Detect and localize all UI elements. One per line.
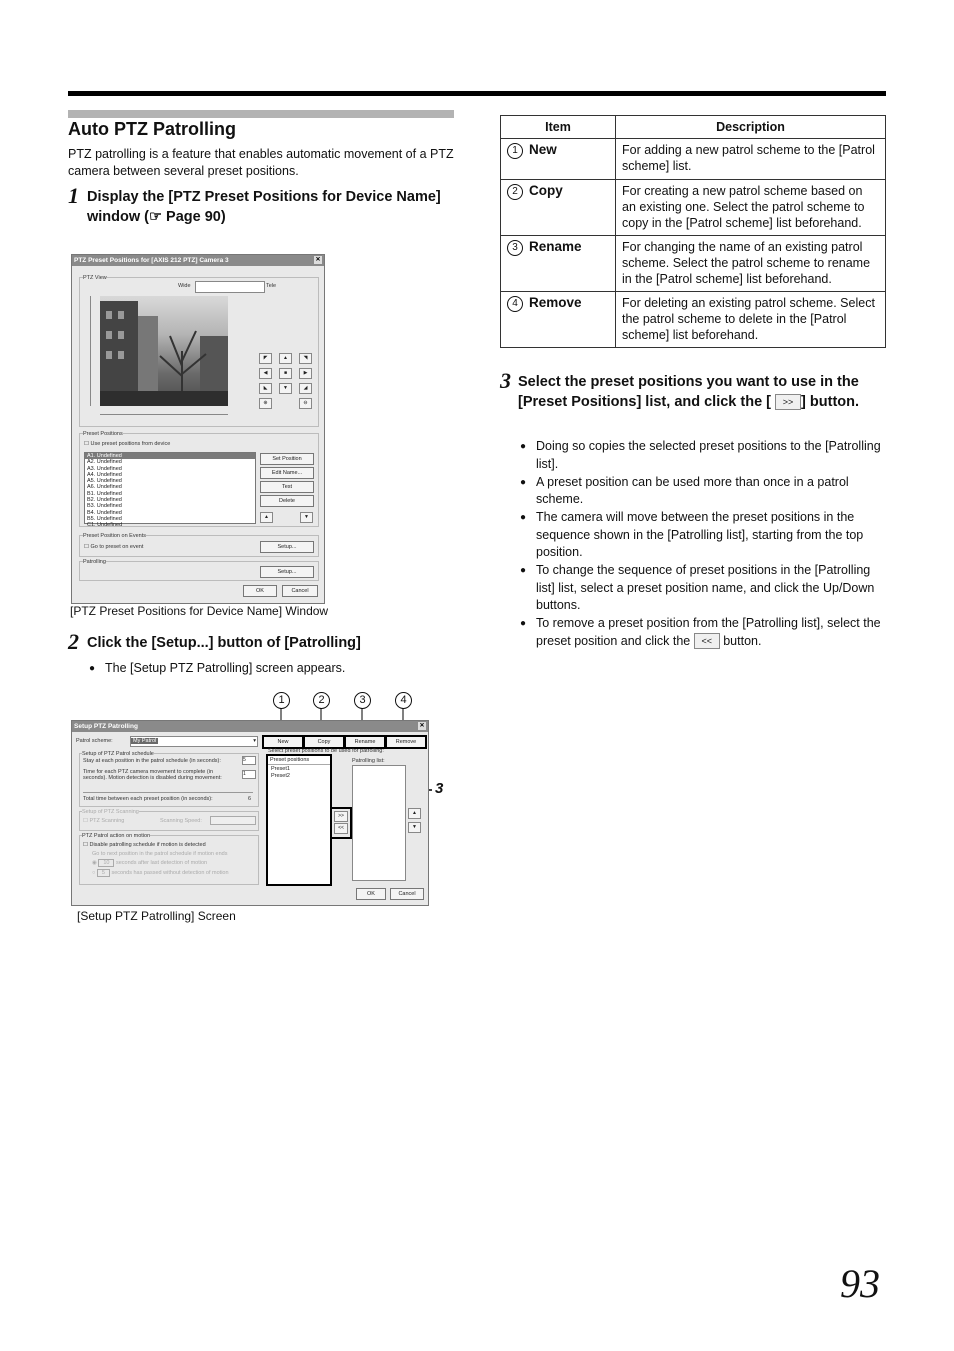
list-item[interactable]: A5. Undefined	[87, 478, 122, 485]
motion-group-label: PTZ Patrol action on motion	[82, 833, 151, 839]
scanning-group-label: Setup of PTZ Scanning	[82, 809, 139, 815]
preset-positions-list[interactable]	[266, 754, 332, 886]
arrow-down-icon[interactable]: ▼	[279, 383, 292, 394]
step-number: 2	[68, 629, 79, 654]
set-position-button[interactable]: Set Position	[260, 453, 314, 465]
ok-button[interactable]: OK	[243, 585, 277, 597]
goto-event-checkbox[interactable]: ☐ Go to preset on event	[84, 544, 144, 550]
window-title: Setup PTZ Patrolling	[74, 723, 138, 730]
list-item[interactable]: B1. Undefined	[87, 490, 122, 497]
transfer-buttons	[330, 807, 352, 839]
move-down-icon[interactable]: ▼	[300, 512, 313, 523]
add-inline-button: >>	[775, 394, 801, 410]
schedule-group	[79, 753, 259, 807]
step-number: 1	[68, 183, 79, 208]
arrow-up-icon[interactable]: ▲	[279, 353, 292, 364]
marker-2: 2	[313, 692, 330, 709]
item-number: 3	[507, 240, 523, 256]
window-title: PTZ Preset Positions for [AXIS 212 PTZ] Camera 3	[74, 257, 229, 264]
item-description: For creating a new patrol scheme based on an existing one. Select the patrol scheme to copy in the [Patrol scheme] list beforehand.	[616, 180, 886, 236]
section-title: Auto PTZ Patrolling	[68, 119, 236, 139]
step-text	[518, 372, 886, 412]
patrolling-setup-button[interactable]: Setup...	[260, 566, 314, 578]
bullet-item: ● The camera will move between the preset positions in the sequence shown in the [Patrolling list], starting from the top position.	[520, 509, 886, 562]
move-up-icon[interactable]: ▲	[260, 512, 273, 523]
bullet-text-b: button.	[723, 633, 762, 648]
use-presets-checkbox[interactable]: ☐ Use preset positions from device	[84, 441, 171, 447]
table-row	[501, 180, 886, 236]
arrow-downright-icon[interactable]: ◢	[299, 383, 312, 394]
motion-radio-1[interactable]: ◉ 10 seconds after last detection of motion	[92, 860, 208, 866]
list-item[interactable]: Preset1	[271, 766, 290, 772]
item-number: 1	[507, 143, 523, 159]
zoom-out-icon[interactable]: ⊖	[299, 398, 312, 409]
window-titlebar	[72, 721, 428, 732]
total-value: 6	[248, 796, 252, 802]
item-description-table	[500, 115, 886, 348]
motion-value-1: 10	[98, 859, 114, 867]
arrow-upright-icon[interactable]: ◥	[299, 353, 312, 364]
step3-bullets	[520, 438, 886, 651]
schedule-group-label: Setup of PTZ Patrol schedule	[82, 751, 154, 757]
list-item[interactable]: A3. Undefined	[87, 465, 122, 472]
step-text: Click the [Setup...] button of [Patrolling]	[87, 635, 361, 651]
setup-ptz-patrolling-window	[71, 720, 429, 906]
bullet-item: ● A preset position can be used more than once in a patrol scheme.	[520, 474, 886, 509]
scheme-label: Patrol scheme:	[76, 738, 113, 744]
bullet-item: ● To change the sequence of preset positions in the [Patrolling list] list, select a preset position name, and click the Up/Down buttons.	[520, 562, 886, 615]
stay-label: Stay at each position in the patrol schedule (in seconds):	[83, 758, 221, 764]
ptz-scanning-checkbox[interactable]: ☐ PTZ Scanning	[83, 818, 125, 824]
rename-button[interactable]: Rename	[344, 735, 386, 749]
tele-label: Tele	[266, 283, 277, 289]
events-group-label: Preset Position on Events	[83, 533, 146, 539]
item-number: 2	[507, 184, 523, 200]
item-name: Copy	[529, 183, 563, 198]
item-number: 4	[507, 296, 523, 312]
arrow-right-icon[interactable]: ▶	[299, 368, 312, 379]
scheme-value: My Patrol	[133, 738, 157, 744]
ptz-scanning-label: PTZ Scanning	[89, 818, 125, 824]
ok-button[interactable]: OK	[356, 888, 386, 900]
disable-label: Disable patrolling schedule if motion is detected	[89, 842, 206, 848]
motion-option-1: Go to next position in the patrol schedule if motion ends	[92, 851, 228, 857]
new-button[interactable]: New	[262, 735, 304, 749]
stay-input[interactable]: 5	[242, 756, 256, 765]
move-down-icon[interactable]: ▼	[408, 822, 421, 833]
patrolling-group-label: Patrolling	[83, 559, 106, 565]
wide-label: Wide	[178, 283, 191, 289]
motion-option-2: seconds after last detection of motion	[115, 860, 208, 866]
list-item[interactable]: B5. Undefined	[87, 515, 122, 522]
list-item[interactable]: B4. Undefined	[87, 509, 122, 516]
step3-text-b: ] button.	[801, 394, 860, 410]
item-name: New	[529, 142, 557, 157]
edit-name-button[interactable]: Edit Name...	[260, 467, 314, 479]
time-label: Time for each PTZ camera movement to complete (in seconds). Motion detection is disabled during movement:	[83, 769, 222, 781]
table-row	[501, 236, 886, 292]
item-description: For adding a new patrol scheme to the [Patrol scheme] list.	[616, 139, 886, 180]
use-presets-label: Use preset positions from device	[90, 441, 171, 447]
marker-3: 3	[354, 692, 371, 709]
list-item[interactable]: C1. Undefined	[87, 522, 123, 529]
motion-radio-2[interactable]: ○ 5 seconds has passed without detection of motion	[92, 870, 229, 876]
scanning-speed-label: Scanning Speed:	[160, 818, 202, 824]
table-row	[501, 139, 886, 180]
step3-text-a: Select the preset positions you want to use in the [Preset Positions] list, and click the [	[518, 374, 859, 410]
arrow-upleft-icon[interactable]: ◤	[259, 353, 272, 364]
item-name: Rename	[529, 239, 582, 254]
bullet-item: ● Doing so copies the selected preset positions to the [Patrolling list].	[520, 438, 886, 473]
remove-from-patrol-button[interactable]: <<	[334, 823, 348, 834]
arrow-downleft-icon[interactable]: ◣	[259, 383, 272, 394]
delete-button[interactable]: Delete	[260, 495, 314, 507]
motion-group	[79, 835, 259, 885]
table-row	[501, 292, 886, 348]
step-text: Display the [PTZ Preset Positions for Device Name] window (☞ Page 90)	[87, 189, 441, 225]
chevron-down-icon: ▾	[253, 738, 256, 744]
total-label: Total time between each preset position (in seconds):	[83, 796, 213, 802]
step-number: 3	[500, 368, 511, 393]
list-item[interactable]: Preset2	[271, 773, 290, 779]
marker-1: 1	[273, 692, 290, 709]
goto-event-label: Go to preset on event	[90, 544, 144, 550]
item-name: Remove	[529, 295, 582, 310]
motion-option-3: seconds has passed without detection of motion	[111, 870, 229, 876]
col-header-item: Item	[501, 116, 616, 139]
patrolling-list[interactable]	[352, 765, 406, 881]
close-icon[interactable]: ✕	[315, 257, 321, 263]
bullet-item: ● The [Setup PTZ Patrolling] screen appears.	[89, 660, 449, 678]
bullet-text-a: To remove a preset position from the [Patrolling list], select the preset position and click the	[536, 616, 881, 648]
list-item[interactable]: A4. Undefined	[87, 471, 122, 478]
list-item[interactable]: A1. Undefined	[85, 453, 255, 459]
events-setup-button[interactable]: Setup...	[260, 541, 314, 553]
scheme-select[interactable]	[130, 736, 258, 747]
list-item[interactable]: B3. Undefined	[87, 503, 122, 510]
scanning-speed-select[interactable]	[210, 816, 256, 825]
page-number: 93	[840, 1261, 880, 1306]
remove-button[interactable]: Remove	[385, 735, 427, 749]
marker-step3: 3	[435, 780, 444, 797]
copy-button[interactable]: Copy	[303, 735, 345, 749]
move-up-icon[interactable]: ▲	[408, 808, 421, 819]
remove-inline-button: <<	[694, 633, 720, 649]
zoom-in-icon[interactable]: ⊕	[259, 398, 272, 409]
intro-text: PTZ patrolling is a feature that enables automatic movement of a PTZ camera between several preset positions.	[68, 147, 454, 178]
divider	[83, 792, 253, 793]
cancel-button[interactable]: Cancel	[390, 888, 424, 900]
col-header-description: Description	[616, 116, 886, 139]
window-caption: [Setup PTZ Patrolling] Screen	[77, 909, 236, 923]
motion-value-2: 5	[97, 869, 110, 877]
test-button[interactable]: Test	[260, 481, 314, 493]
preset-group-label: Preset Positions	[83, 431, 123, 437]
disable-checkbox[interactable]: ☐ Disable patrolling schedule if motion is detected	[83, 842, 206, 848]
item-description: For deleting an existing patrol scheme. Select the patrol scheme to delete in the [Patrol scheme] list beforehand.	[616, 292, 886, 348]
list-item[interactable]: B2. Undefined	[87, 497, 122, 504]
select-label: Select preset positions to be used for patrolling:	[268, 748, 384, 754]
scanning-group	[79, 811, 259, 831]
marker-4: 4	[395, 692, 412, 709]
item-description: For changing the name of an existing patrol scheme. Select the patrol scheme to rename in the [Patrol scheme] list beforehand.	[616, 236, 886, 292]
cancel-button[interactable]: Cancel	[282, 585, 318, 597]
arrow-left-icon[interactable]: ◀	[259, 368, 272, 379]
patrol-list-label: Patrolling list:	[352, 758, 385, 764]
ptz-view-label: PTZ View	[83, 275, 107, 281]
list-item[interactable]: A6. Undefined	[87, 484, 122, 491]
home-icon[interactable]: ■	[279, 368, 292, 379]
close-icon[interactable]: ✕	[419, 723, 425, 729]
add-to-patrol-button[interactable]: >>	[334, 811, 348, 822]
time-input[interactable]: 1	[242, 770, 256, 779]
bullet-item	[520, 615, 886, 650]
preset-list-header: Preset positions	[268, 756, 330, 765]
list-item[interactable]: A2. Undefined	[87, 459, 122, 466]
window-caption: [PTZ Preset Positions for Device Name] Window	[70, 604, 329, 618]
